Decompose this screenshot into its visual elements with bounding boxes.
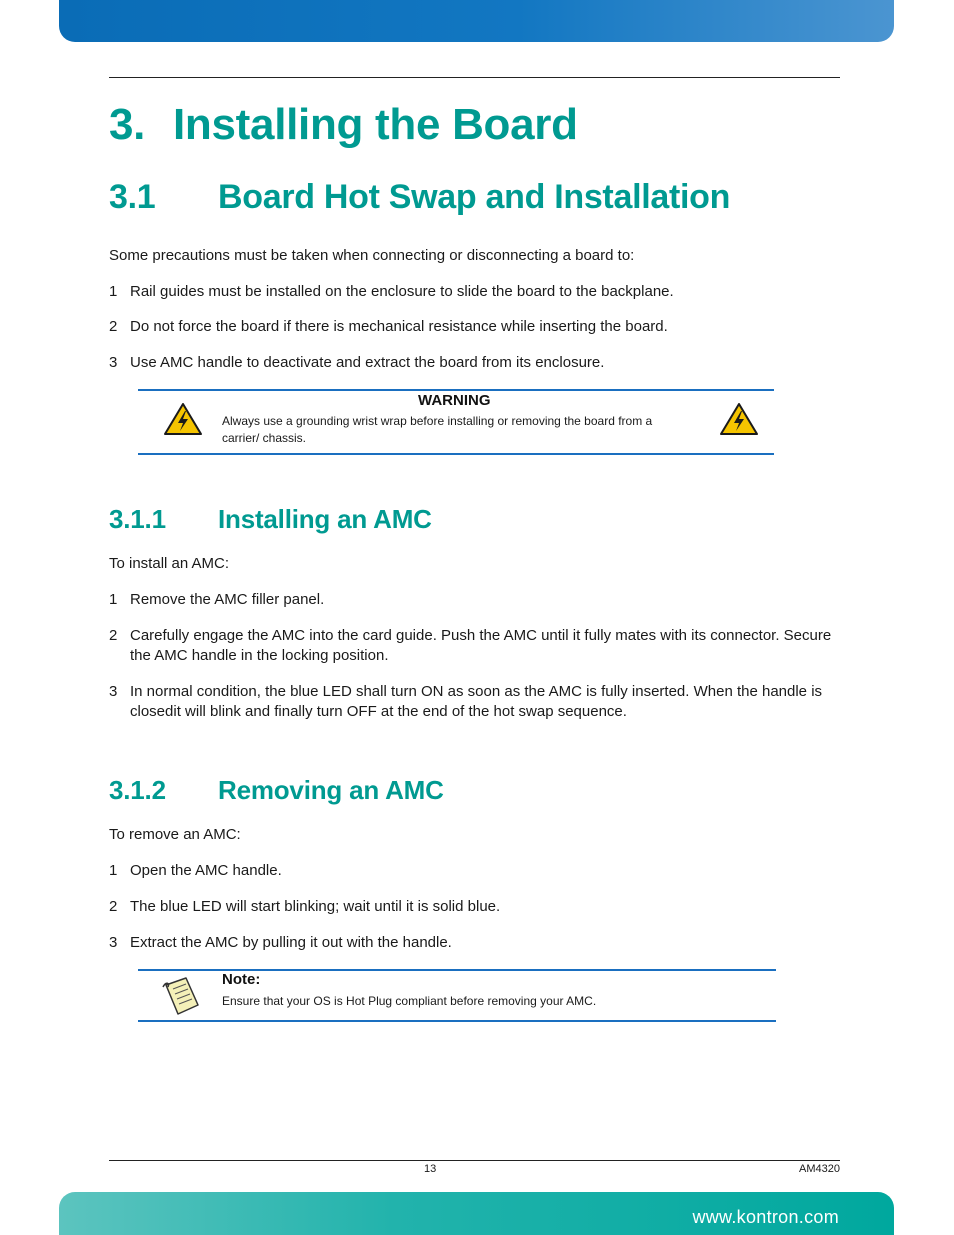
list-item [109, 682, 840, 722]
list-item [109, 590, 840, 610]
subsection-number: 3.1.1 [109, 504, 166, 534]
warning-title: WARNING [418, 392, 491, 409]
section-title: Board Hot Swap and Installation [218, 178, 731, 216]
warning-box [138, 389, 774, 455]
list-item [109, 317, 840, 337]
list-number: 1 [109, 283, 118, 300]
list-number: 3 [109, 354, 118, 371]
footer-rule [109, 1160, 840, 1161]
list-text: The blue LED will start blinking; wait until it is solid blue. [130, 898, 501, 915]
website-link[interactable]: www.kontron.com [692, 1207, 839, 1227]
list-item [109, 861, 840, 881]
list-number: 2 [109, 898, 118, 915]
list-number: 2 [109, 318, 118, 335]
list-text: Rail guides must be installed on the enclosure to slide the board to the backplane. [130, 283, 674, 300]
list-item [109, 353, 840, 373]
chapter-title: Installing the Board [173, 100, 578, 149]
subsection-heading-remove [109, 775, 444, 806]
chapter-heading [109, 100, 578, 150]
list-text: Extract the AMC by pulling it out with the handle. [130, 934, 452, 951]
note-paper-icon [160, 975, 204, 1017]
list-text: In normal condition, the blue LED shall turn ON as soon as the AMC is fully inserted. When the handle is closedit will blink and finally turn OFF at the end of the hot swap sequence. [130, 683, 823, 720]
page-number: 13 [424, 1163, 437, 1175]
high-voltage-warning-icon [719, 402, 759, 436]
subsection-number: 3.1.2 [109, 775, 166, 805]
warning-text: Always use a grounding wrist wrap before installing or removing the board from a carrier/ chassis. [222, 414, 653, 445]
header-banner [59, 0, 894, 42]
list-number: 1 [109, 591, 118, 608]
subsection-title: Removing an AMC [218, 775, 444, 805]
list-number: 1 [109, 862, 118, 879]
subsection-title: Installing an AMC [218, 504, 432, 534]
list-number: 3 [109, 934, 118, 951]
list-item [109, 933, 840, 953]
list-number: 2 [109, 627, 118, 644]
list-text: Do not force the board if there is mechanical resistance while inserting the board. [130, 318, 668, 335]
note-text: Ensure that your OS is Hot Plug compliant before removing your AMC. [222, 994, 597, 1008]
high-voltage-warning-icon [163, 402, 203, 436]
section-heading [109, 178, 730, 217]
list-text: Remove the AMC filler panel. [130, 591, 325, 608]
list-text: Carefully engage the AMC into the card guide. Push the AMC until it fully mates with its connector. Secure the AMC handle in the locking position. [130, 627, 832, 664]
section-number: 3.1 [109, 178, 156, 216]
document-id: AM4320 [799, 1163, 840, 1175]
intro-paragraph: Some precautions must be taken when connecting or disconnecting a board to: [109, 247, 635, 264]
note-box [138, 969, 776, 1022]
list-text: Open the AMC handle. [130, 862, 282, 879]
list-item [109, 626, 840, 666]
note-title: Note: [222, 971, 261, 988]
remove-intro: To remove an AMC: [109, 826, 241, 843]
footer-banner [59, 1192, 894, 1235]
list-item [109, 282, 840, 302]
chapter-number: 3. [109, 100, 146, 149]
list-item [109, 897, 840, 917]
list-number: 3 [109, 683, 118, 700]
subsection-heading-install [109, 504, 432, 535]
header-rule [109, 77, 840, 78]
install-intro: To install an AMC: [109, 555, 230, 572]
list-text: Use AMC handle to deactivate and extract the board from its enclosure. [130, 354, 605, 371]
